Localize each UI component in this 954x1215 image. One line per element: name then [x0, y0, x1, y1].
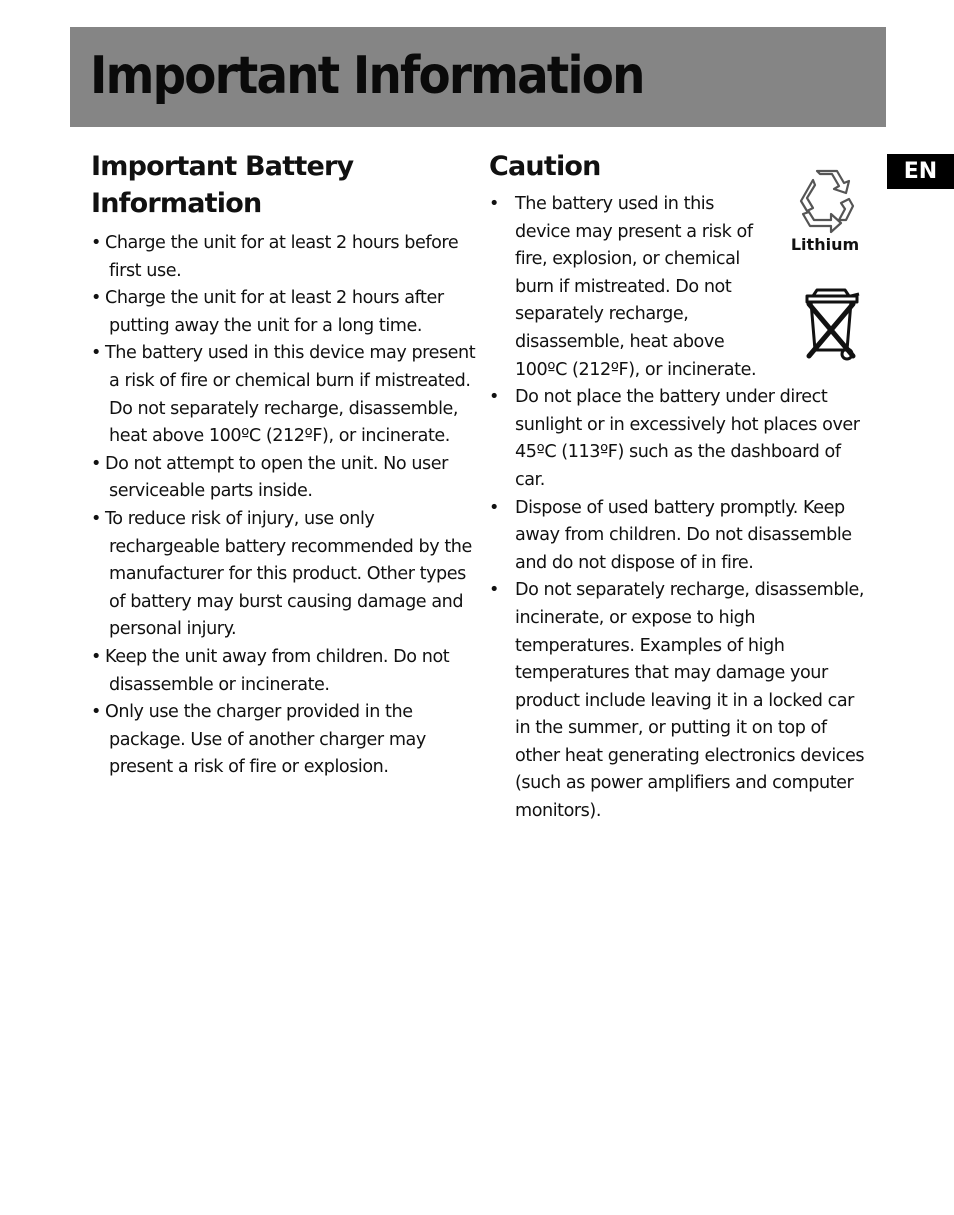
battery-info-column [91, 148, 476, 782]
list-item: • Charge the unit for at least 2 hours after putting away the unit for a long time. [91, 285, 476, 340]
list-item: • Dispose of used battery promptly. Keep away from children. Do not disassemble and do not dispose of in fire. [489, 495, 869, 578]
list-item: • Keep the unit away from children. Do not disassemble or incinerate. [91, 644, 476, 699]
page-title: Important Information [90, 46, 644, 106]
battery-info-heading: Important Battery Information [91, 151, 354, 219]
list-item: • Do not place the battery under direct sunlight or in excessively hot places over 45ºC (113ºF) such as the dashboard of car. [489, 384, 869, 494]
list-item: • Do not attempt to open the unit. No user serviceable parts inside. [91, 451, 476, 506]
crossed-out-wheelie-bin-icon [801, 286, 863, 362]
caution-heading: Caution [489, 151, 601, 182]
header-band [70, 27, 886, 127]
list-item: • Charge the unit for at least 2 hours before first use. [91, 230, 476, 285]
language-tab: EN [887, 154, 954, 189]
battery-info-list [91, 230, 476, 782]
list-item: • Only use the charger provided in the package. Use of another charger may present a risk of fire or explosion. [91, 699, 476, 782]
list-item: • Do not separately recharge, disassemble, incinerate, or expose to high temperatures. Examples of high temperatures that may damage your product include leaving it in a locked car in the summer, or putting it on top of other heat generating electronics devices (such as power amplifiers and computer monitors). [489, 577, 869, 825]
list-item-text: • The battery used in this device may present a risk of fire, explosion, or chemical burn if mistreated. Do not separately recharge, disassemble, heat above 100ºC (212ºF), or incinerate. [515, 194, 757, 380]
list-item: • The battery used in this device may present a risk of fire or chemical burn if mistreated. Do not separately recharge, disassemble, heat above 100ºC (212ºF), or incinerate. [91, 340, 476, 450]
recycle-icon [791, 166, 861, 236]
recycle-label: Lithium [790, 235, 860, 254]
list-item: • To reduce risk of injury, use only rechargeable battery recommended by the manufacturer for this product. Other types of battery may burst causing damage and personal injury. [91, 506, 476, 644]
